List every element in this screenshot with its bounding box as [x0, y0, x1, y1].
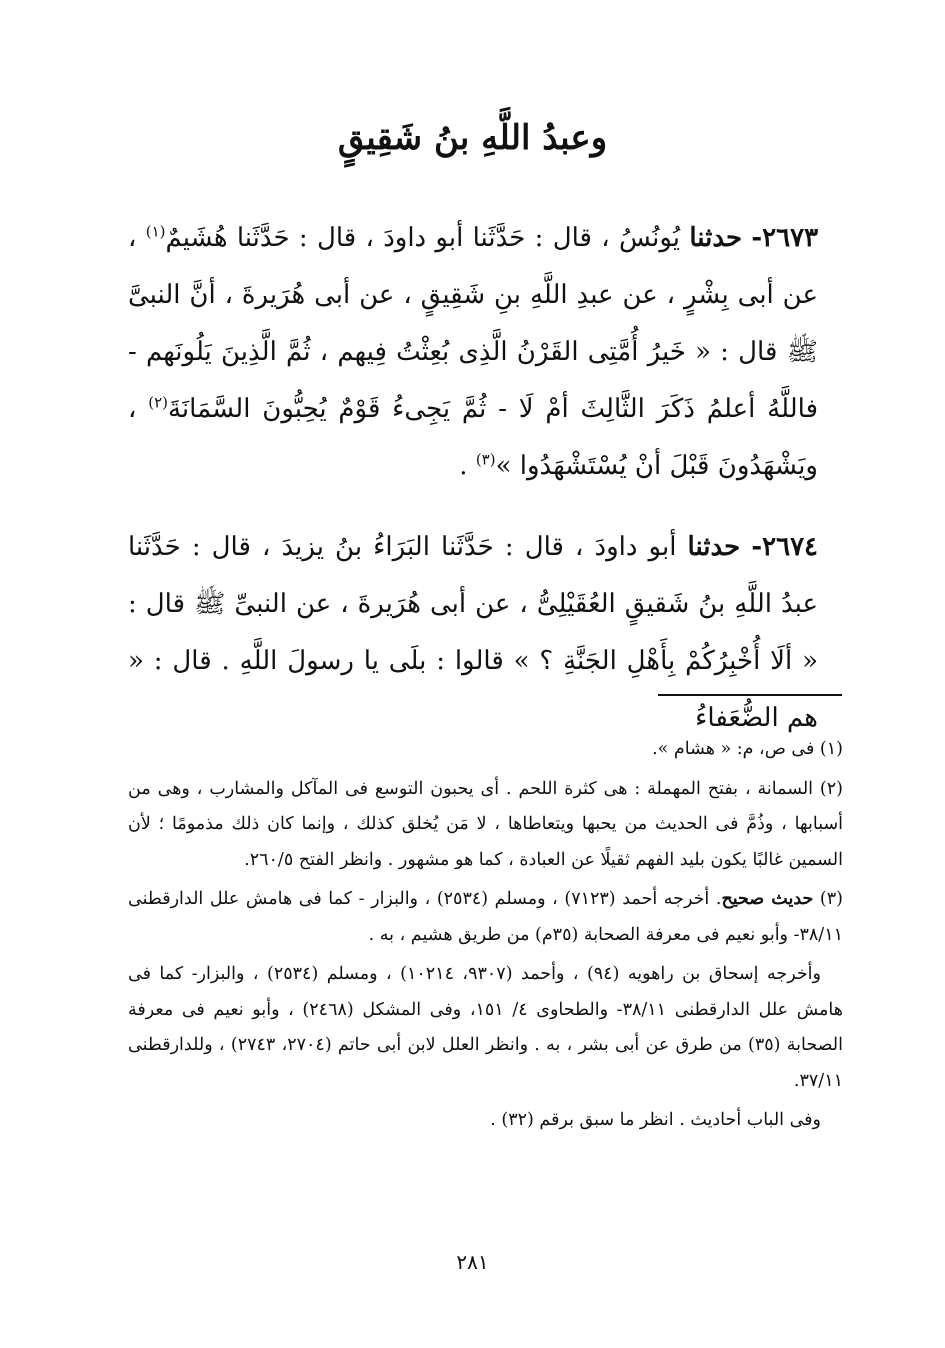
hadith-text: يُونُسُ ، قال : حَدَّثَنا أبو داودَ ، قال : حَدَّثَنا هُشَيمٌ [165, 223, 681, 253]
hadith-paragraph [128, 210, 818, 495]
footnote-label: (٣) [819, 889, 843, 909]
footnote-3 [128, 882, 843, 953]
hadith-opening: حدثنا [689, 223, 743, 253]
footnote-3-continued: وأخرجه إسحاق بن راهويه (٩٤) ، وأحمد (٩٣٠٧، ١٠٢١٤) ، ومسلم (٢٥٣٤) ، والبزار- كما فى هامش علل الدارقطنى ٣٨/١١- والطحاوى ٤/ ١٥١، وفى المشكل (٢٤٦٨) ، وأبو نعيم فى معرفة الصحابة (٣٥) من طرق عن أبى بشر ، به . وانظر العلل لابن أبى حاتم (٢٧٠٤، ٢٧٤٣) ، وللدارقطنى ٣٧/١١. [128, 964, 843, 1091]
hadith-text: أبو داودَ ، قال : حَدَّثَنا البَرَاءُ بنُ يزيدَ ، قال : حَدَّثَنا عبدُ اللَّهِ بنُ شَقيقٍ العُقَيْلِىُّ ، عن أبى هُرَيرةَ ، عن النبىِّ ﷺ قال : « ألَا أُخْبِرُكُمْ بِأَهْلِ الجَنَّةِ ؟ » قالوا : بلَى يا رسولَ اللَّهِ . قال : « هم الضُّعَفاءُ [128, 532, 818, 733]
footnote-separator [658, 694, 842, 696]
footnote-2: (٢) السمانة ، بفتح المهملة : هى كثرة اللحم . أى يحبون التوسع فى المآكل والمشارب ، وهى من أسبابها ، وذُمَّ فى الحديث من يحبها ويتعاطاها ، لا مَن يُخلق كذلك ، وإنما كان ذلك مذمومًا ؛ لأن السمين غالبًا يكون بليد الفهم ثقيلًا عن العبادة ، كما هو مشهور . وانظر الفتح ٢٦٠/٥. [128, 778, 843, 870]
hadith-text: ، عن أبى بِشْرٍ ، عن عبدِ اللَّهِ بنِ شَقِيقٍ ، عن أبى هُرَيرةَ ، أنَّ النبىَّ ﷺ قال : « خَيرُ أُمَّتِى القَرْنُ الَّذِى بُعِثْتُ فِيهم ، ثُمَّ الَّذِينَ يَلُونَهم - فاللَّهُ أعلمُ ذَكَرَ الثَّالِثَ أمْ لَا - ثُمَّ يَجِىءُ قَوْمٌ يُحِبُّونَ السَّمَانَةَ [128, 223, 818, 424]
grading-label: حديث صحيح [721, 889, 814, 909]
hadith-text: ، ويَشْهَدُونَ قَبْلَ أنْ يُسْتَشْهَدُوا » [128, 394, 818, 481]
footnotes [128, 732, 843, 1143]
footnote-3-continued: وفى الباب أحاديث . انظر ما سبق برقم (٣٢) . [490, 1110, 821, 1130]
footnote-text: . أخرجه أحمد (٧١٢٣) ، ومسلم (٢٥٣٤) ، والبزار - كما فى هامش علل الدارقطنى ٣٨/١١- وأبو نعيم فى معرفة الصحابة (٣٥م) من طريق هشيم ، به . [128, 889, 843, 945]
footnote-marker: (٣) [475, 450, 496, 469]
footnote-marker: (٢) [148, 393, 168, 412]
section-heading: وعبدُ اللَّهِ بنُ شَقِيقٍ [337, 118, 608, 158]
hadith-paragraph [128, 519, 818, 747]
footnote-marker: (١) [145, 222, 166, 241]
page-number: ٢٨١ [456, 1250, 489, 1274]
hadith-opening: حدثنا [687, 532, 741, 562]
footnote-1: (١) فى ص، م: « هشام ». [652, 739, 843, 759]
hadith-text: . [459, 451, 468, 481]
hadith-number: ٢٦٧٣- [751, 223, 819, 253]
hadith-number: ٢٦٧٤- [751, 532, 819, 562]
hadith-body [128, 210, 818, 771]
